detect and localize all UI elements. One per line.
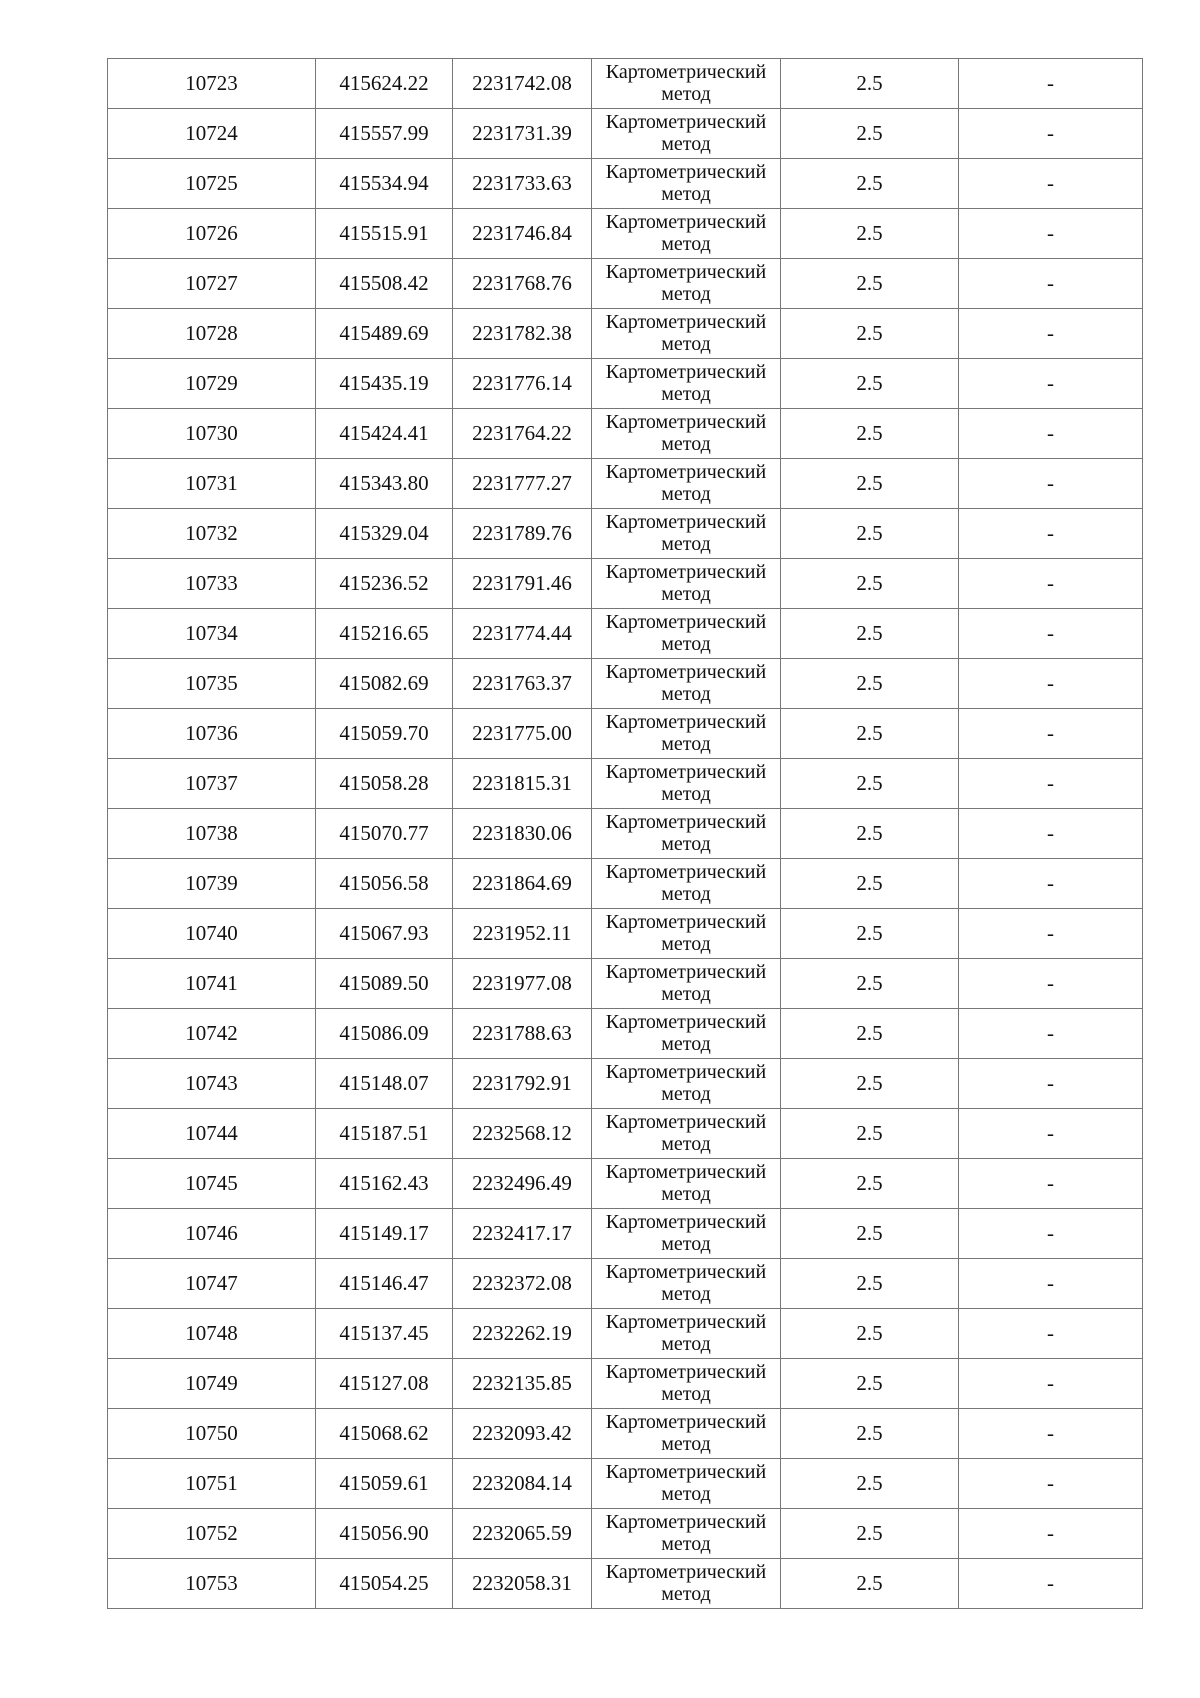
- description-cell: -: [959, 509, 1143, 559]
- method-cell: [592, 1309, 781, 1359]
- method-cell: [592, 509, 781, 559]
- description-cell: -: [959, 309, 1143, 359]
- table-row: [108, 959, 1143, 1009]
- description-cell: -: [959, 659, 1143, 709]
- method-text-line: метод: [661, 1333, 711, 1355]
- table-row: [108, 1159, 1143, 1209]
- method-text-line: Картометрический: [605, 811, 767, 833]
- accuracy-cell: 2.5: [781, 909, 959, 959]
- method-text-line: Картометрический: [605, 311, 767, 333]
- method-cell: [592, 159, 781, 209]
- point-number-cell: 10728: [108, 309, 316, 359]
- y-coordinate-cell: 2232065.59: [453, 1509, 592, 1559]
- accuracy-cell: 2.5: [781, 1159, 959, 1209]
- accuracy-cell: 2.5: [781, 509, 959, 559]
- accuracy-cell: 2.5: [781, 1309, 959, 1359]
- method-cell: [592, 1159, 781, 1209]
- y-coordinate-cell: 2231977.08: [453, 959, 592, 1009]
- method-text-line: метод: [661, 883, 711, 905]
- point-number-cell: 10737: [108, 759, 316, 809]
- method-cell: [592, 1209, 781, 1259]
- accuracy-cell: 2.5: [781, 359, 959, 409]
- method-cell: [592, 1559, 781, 1609]
- method-text-line: Картометрический: [605, 411, 767, 433]
- method-text-line: Картометрический: [605, 211, 767, 233]
- method-text-line: Картометрический: [605, 961, 767, 983]
- accuracy-cell: 2.5: [781, 709, 959, 759]
- point-number-cell: 10753: [108, 1559, 316, 1609]
- y-coordinate-cell: 2232496.49: [453, 1159, 592, 1209]
- x-coordinate-cell: 415137.45: [316, 1309, 453, 1359]
- method-text-line: Картометрический: [605, 711, 767, 733]
- table-row: [108, 1109, 1143, 1159]
- accuracy-cell: 2.5: [781, 459, 959, 509]
- method-cell: [592, 109, 781, 159]
- table-row: [108, 459, 1143, 509]
- point-number-cell: 10726: [108, 209, 316, 259]
- method-text-line: Картометрический: [605, 761, 767, 783]
- table-row: [108, 909, 1143, 959]
- method-cell: [592, 359, 781, 409]
- description-cell: -: [959, 959, 1143, 1009]
- method-text-line: Картометрический: [605, 111, 767, 133]
- x-coordinate-cell: 415146.47: [316, 1259, 453, 1309]
- coordinates-table-body: [108, 59, 1143, 1609]
- point-number-cell: 10733: [108, 559, 316, 609]
- description-cell: -: [959, 1309, 1143, 1359]
- y-coordinate-cell: 2231774.44: [453, 609, 592, 659]
- method-cell: [592, 459, 781, 509]
- table-row: [108, 159, 1143, 209]
- description-cell: -: [959, 809, 1143, 859]
- table-row: [108, 1209, 1143, 1259]
- method-text-line: Картометрический: [605, 1261, 767, 1283]
- x-coordinate-cell: 415059.61: [316, 1459, 453, 1509]
- method-cell: [592, 709, 781, 759]
- x-coordinate-cell: 415435.19: [316, 359, 453, 409]
- x-coordinate-cell: 415068.62: [316, 1409, 453, 1459]
- method-text-line: метод: [661, 633, 711, 655]
- method-cell: [592, 209, 781, 259]
- y-coordinate-cell: 2232262.19: [453, 1309, 592, 1359]
- table-row: [108, 1409, 1143, 1459]
- x-coordinate-cell: 415089.50: [316, 959, 453, 1009]
- description-cell: -: [959, 1259, 1143, 1309]
- y-coordinate-cell: 2231792.91: [453, 1059, 592, 1109]
- table-row: [108, 1359, 1143, 1409]
- method-text-line: Картометрический: [605, 511, 767, 533]
- y-coordinate-cell: 2231731.39: [453, 109, 592, 159]
- x-coordinate-cell: 415329.04: [316, 509, 453, 559]
- method-text-line: метод: [661, 1383, 711, 1405]
- accuracy-cell: 2.5: [781, 1009, 959, 1059]
- y-coordinate-cell: 2231764.22: [453, 409, 592, 459]
- x-coordinate-cell: 415148.07: [316, 1059, 453, 1109]
- point-number-cell: 10749: [108, 1359, 316, 1409]
- accuracy-cell: 2.5: [781, 759, 959, 809]
- description-cell: -: [959, 409, 1143, 459]
- y-coordinate-cell: 2231742.08: [453, 59, 592, 109]
- point-number-cell: 10744: [108, 1109, 316, 1159]
- y-coordinate-cell: 2231789.76: [453, 509, 592, 559]
- description-cell: -: [959, 159, 1143, 209]
- method-text-line: Картометрический: [605, 1011, 767, 1033]
- accuracy-cell: 2.5: [781, 159, 959, 209]
- description-cell: -: [959, 1509, 1143, 1559]
- method-text-line: Картометрический: [605, 1211, 767, 1233]
- point-number-cell: 10739: [108, 859, 316, 909]
- method-text-line: метод: [661, 1183, 711, 1205]
- method-text-line: Картометрический: [605, 261, 767, 283]
- table-row: [108, 109, 1143, 159]
- point-number-cell: 10723: [108, 59, 316, 109]
- point-number-cell: 10724: [108, 109, 316, 159]
- method-text-line: метод: [661, 1233, 711, 1255]
- table-row: [108, 509, 1143, 559]
- accuracy-cell: 2.5: [781, 959, 959, 1009]
- x-coordinate-cell: 415127.08: [316, 1359, 453, 1409]
- x-coordinate-cell: 415557.99: [316, 109, 453, 159]
- method-cell: [592, 559, 781, 609]
- method-text-line: метод: [661, 283, 711, 305]
- x-coordinate-cell: 415070.77: [316, 809, 453, 859]
- method-text-line: Картометрический: [605, 911, 767, 933]
- point-number-cell: 10747: [108, 1259, 316, 1309]
- y-coordinate-cell: 2231830.06: [453, 809, 592, 859]
- table-row: [108, 209, 1143, 259]
- table-row: [108, 859, 1143, 909]
- point-number-cell: 10727: [108, 259, 316, 309]
- accuracy-cell: 2.5: [781, 559, 959, 609]
- table-row: [108, 559, 1143, 609]
- y-coordinate-cell: 2232058.31: [453, 1559, 592, 1609]
- table-row: [108, 609, 1143, 659]
- accuracy-cell: 2.5: [781, 1559, 959, 1609]
- description-cell: -: [959, 459, 1143, 509]
- method-text-line: Картометрический: [605, 1361, 767, 1383]
- x-coordinate-cell: 415056.58: [316, 859, 453, 909]
- method-text-line: метод: [661, 783, 711, 805]
- method-text-line: Картометрический: [605, 1061, 767, 1083]
- accuracy-cell: 2.5: [781, 1359, 959, 1409]
- method-text-line: метод: [661, 1583, 711, 1605]
- point-number-cell: 10738: [108, 809, 316, 859]
- method-text-line: Картометрический: [605, 561, 767, 583]
- method-text-line: метод: [661, 233, 711, 255]
- description-cell: -: [959, 1109, 1143, 1159]
- method-text-line: Картометрический: [605, 1561, 767, 1583]
- y-coordinate-cell: 2231952.11: [453, 909, 592, 959]
- accuracy-cell: 2.5: [781, 1059, 959, 1109]
- point-number-cell: 10751: [108, 1459, 316, 1509]
- y-coordinate-cell: 2231768.76: [453, 259, 592, 309]
- description-cell: -: [959, 1409, 1143, 1459]
- method-text-line: метод: [661, 333, 711, 355]
- y-coordinate-cell: 2231791.46: [453, 559, 592, 609]
- method-text-line: Картометрический: [605, 1161, 767, 1183]
- method-cell: [592, 859, 781, 909]
- description-cell: -: [959, 359, 1143, 409]
- coordinates-table: [107, 58, 1143, 1609]
- method-cell: [592, 1059, 781, 1109]
- table-row: [108, 59, 1143, 109]
- table-row: [108, 309, 1143, 359]
- point-number-cell: 10735: [108, 659, 316, 709]
- method-text-line: Картометрический: [605, 1411, 767, 1433]
- method-text-line: Картометрический: [605, 661, 767, 683]
- x-coordinate-cell: 415058.28: [316, 759, 453, 809]
- table-row: [108, 1559, 1143, 1609]
- description-cell: -: [959, 1559, 1143, 1609]
- y-coordinate-cell: 2232372.08: [453, 1259, 592, 1309]
- method-cell: [592, 1259, 781, 1309]
- method-cell: [592, 1109, 781, 1159]
- x-coordinate-cell: 415162.43: [316, 1159, 453, 1209]
- point-number-cell: 10731: [108, 459, 316, 509]
- method-text-line: Картометрический: [605, 861, 767, 883]
- method-text-line: метод: [661, 1133, 711, 1155]
- method-text-line: метод: [661, 83, 711, 105]
- table-row: [108, 359, 1143, 409]
- method-text-line: Картометрический: [605, 1111, 767, 1133]
- x-coordinate-cell: 415624.22: [316, 59, 453, 109]
- point-number-cell: 10732: [108, 509, 316, 559]
- description-cell: -: [959, 1059, 1143, 1109]
- method-text-line: Картометрический: [605, 1461, 767, 1483]
- point-number-cell: 10746: [108, 1209, 316, 1259]
- x-coordinate-cell: 415067.93: [316, 909, 453, 959]
- method-text-line: Картометрический: [605, 461, 767, 483]
- point-number-cell: 10734: [108, 609, 316, 659]
- method-text-line: метод: [661, 183, 711, 205]
- description-cell: -: [959, 559, 1143, 609]
- x-coordinate-cell: 415515.91: [316, 209, 453, 259]
- point-number-cell: 10740: [108, 909, 316, 959]
- method-text-line: метод: [661, 1433, 711, 1455]
- x-coordinate-cell: 415534.94: [316, 159, 453, 209]
- y-coordinate-cell: 2231733.63: [453, 159, 592, 209]
- y-coordinate-cell: 2231782.38: [453, 309, 592, 359]
- method-cell: [592, 659, 781, 709]
- description-cell: -: [959, 1459, 1143, 1509]
- point-number-cell: 10741: [108, 959, 316, 1009]
- y-coordinate-cell: 2232568.12: [453, 1109, 592, 1159]
- x-coordinate-cell: 415054.25: [316, 1559, 453, 1609]
- table-row: [108, 1009, 1143, 1059]
- method-text-line: метод: [661, 1483, 711, 1505]
- point-number-cell: 10742: [108, 1009, 316, 1059]
- method-cell: [592, 759, 781, 809]
- x-coordinate-cell: 415216.65: [316, 609, 453, 659]
- y-coordinate-cell: 2232135.85: [453, 1359, 592, 1409]
- method-text-line: Картометрический: [605, 161, 767, 183]
- x-coordinate-cell: 415343.80: [316, 459, 453, 509]
- description-cell: -: [959, 59, 1143, 109]
- point-number-cell: 10736: [108, 709, 316, 759]
- description-cell: -: [959, 109, 1143, 159]
- accuracy-cell: 2.5: [781, 309, 959, 359]
- x-coordinate-cell: 415059.70: [316, 709, 453, 759]
- method-cell: [592, 909, 781, 959]
- x-coordinate-cell: 415236.52: [316, 559, 453, 609]
- y-coordinate-cell: 2231864.69: [453, 859, 592, 909]
- table-row: [108, 1509, 1143, 1559]
- accuracy-cell: 2.5: [781, 1109, 959, 1159]
- point-number-cell: 10752: [108, 1509, 316, 1559]
- description-cell: -: [959, 209, 1143, 259]
- method-cell: [592, 259, 781, 309]
- method-cell: [592, 809, 781, 859]
- method-cell: [592, 1509, 781, 1559]
- description-cell: -: [959, 1159, 1143, 1209]
- method-cell: [592, 309, 781, 359]
- method-text-line: метод: [661, 1283, 711, 1305]
- method-cell: [592, 1359, 781, 1409]
- method-text-line: метод: [661, 1533, 711, 1555]
- accuracy-cell: 2.5: [781, 259, 959, 309]
- method-text-line: Картометрический: [605, 1311, 767, 1333]
- description-cell: -: [959, 609, 1143, 659]
- method-cell: [592, 59, 781, 109]
- accuracy-cell: 2.5: [781, 209, 959, 259]
- table-row: [108, 1059, 1143, 1109]
- y-coordinate-cell: 2232093.42: [453, 1409, 592, 1459]
- point-number-cell: 10745: [108, 1159, 316, 1209]
- accuracy-cell: 2.5: [781, 659, 959, 709]
- x-coordinate-cell: 415187.51: [316, 1109, 453, 1159]
- y-coordinate-cell: 2231788.63: [453, 1009, 592, 1059]
- point-number-cell: 10725: [108, 159, 316, 209]
- method-text-line: Картометрический: [605, 361, 767, 383]
- accuracy-cell: 2.5: [781, 809, 959, 859]
- y-coordinate-cell: 2232417.17: [453, 1209, 592, 1259]
- x-coordinate-cell: 415082.69: [316, 659, 453, 709]
- method-text-line: метод: [661, 533, 711, 555]
- method-cell: [592, 1009, 781, 1059]
- description-cell: -: [959, 859, 1143, 909]
- point-number-cell: 10730: [108, 409, 316, 459]
- method-text-line: метод: [661, 683, 711, 705]
- description-cell: -: [959, 259, 1143, 309]
- method-text-line: метод: [661, 833, 711, 855]
- y-coordinate-cell: 2231763.37: [453, 659, 592, 709]
- accuracy-cell: 2.5: [781, 859, 959, 909]
- table-row: [108, 659, 1143, 709]
- table-row: [108, 709, 1143, 759]
- point-number-cell: 10748: [108, 1309, 316, 1359]
- accuracy-cell: 2.5: [781, 109, 959, 159]
- table-row: [108, 1259, 1143, 1309]
- description-cell: -: [959, 709, 1143, 759]
- description-cell: -: [959, 909, 1143, 959]
- x-coordinate-cell: 415508.42: [316, 259, 453, 309]
- x-coordinate-cell: 415086.09: [316, 1009, 453, 1059]
- accuracy-cell: 2.5: [781, 609, 959, 659]
- method-text-line: метод: [661, 433, 711, 455]
- method-text-line: метод: [661, 133, 711, 155]
- x-coordinate-cell: 415489.69: [316, 309, 453, 359]
- y-coordinate-cell: 2231775.00: [453, 709, 592, 759]
- x-coordinate-cell: 415149.17: [316, 1209, 453, 1259]
- accuracy-cell: 2.5: [781, 1209, 959, 1259]
- accuracy-cell: 2.5: [781, 59, 959, 109]
- method-cell: [592, 959, 781, 1009]
- table-row: [108, 759, 1143, 809]
- table-row: [108, 1459, 1143, 1509]
- y-coordinate-cell: 2231815.31: [453, 759, 592, 809]
- method-cell: [592, 609, 781, 659]
- accuracy-cell: 2.5: [781, 1409, 959, 1459]
- x-coordinate-cell: 415056.90: [316, 1509, 453, 1559]
- method-text-line: метод: [661, 983, 711, 1005]
- table-row: [108, 259, 1143, 309]
- method-text-line: Картометрический: [605, 1511, 767, 1533]
- method-text-line: метод: [661, 1033, 711, 1055]
- method-text-line: Картометрический: [605, 61, 767, 83]
- table-row: [108, 1309, 1143, 1359]
- method-cell: [592, 1409, 781, 1459]
- method-text-line: Картометрический: [605, 611, 767, 633]
- accuracy-cell: 2.5: [781, 409, 959, 459]
- method-text-line: метод: [661, 383, 711, 405]
- point-number-cell: 10750: [108, 1409, 316, 1459]
- method-text-line: метод: [661, 483, 711, 505]
- table-row: [108, 809, 1143, 859]
- accuracy-cell: 2.5: [781, 1259, 959, 1309]
- method-text-line: метод: [661, 1083, 711, 1105]
- description-cell: -: [959, 759, 1143, 809]
- description-cell: -: [959, 1009, 1143, 1059]
- y-coordinate-cell: 2231776.14: [453, 359, 592, 409]
- point-number-cell: 10743: [108, 1059, 316, 1109]
- method-cell: [592, 409, 781, 459]
- description-cell: -: [959, 1359, 1143, 1409]
- accuracy-cell: 2.5: [781, 1509, 959, 1559]
- y-coordinate-cell: 2232084.14: [453, 1459, 592, 1509]
- method-text-line: метод: [661, 583, 711, 605]
- point-number-cell: 10729: [108, 359, 316, 409]
- table-row: [108, 409, 1143, 459]
- method-text-line: метод: [661, 933, 711, 955]
- description-cell: -: [959, 1209, 1143, 1259]
- method-cell: [592, 1459, 781, 1509]
- y-coordinate-cell: 2231746.84: [453, 209, 592, 259]
- y-coordinate-cell: 2231777.27: [453, 459, 592, 509]
- x-coordinate-cell: 415424.41: [316, 409, 453, 459]
- method-text-line: метод: [661, 733, 711, 755]
- accuracy-cell: 2.5: [781, 1459, 959, 1509]
